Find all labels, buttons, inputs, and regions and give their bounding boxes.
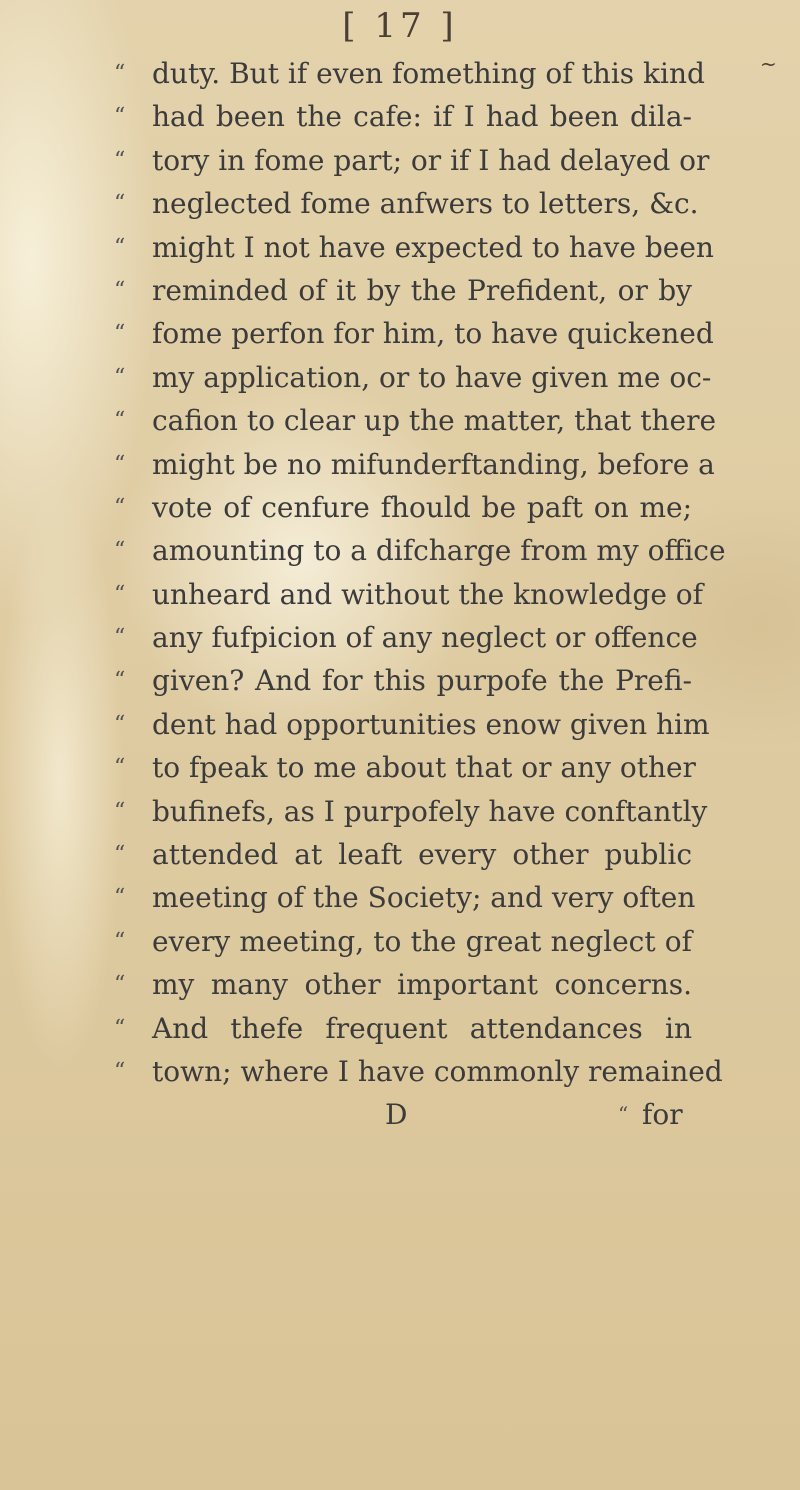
text-line — [0, 790, 800, 833]
line-text: reminded of it by the Prefident, or by — [152, 273, 692, 307]
line-text: my many other important concerns. — [152, 968, 692, 1002]
text-line — [0, 1050, 800, 1093]
quote-mark: “ — [114, 668, 126, 694]
quote-mark: “ — [114, 191, 126, 217]
quote-mark: “ — [114, 581, 126, 607]
text-line — [0, 746, 800, 789]
catchword-quote-mark: “ — [618, 1102, 629, 1127]
text-line — [0, 703, 800, 746]
text-line — [0, 95, 800, 138]
quote-mark: “ — [114, 364, 126, 390]
quote-mark: “ — [114, 625, 126, 651]
quote-mark: “ — [114, 451, 126, 477]
text-line — [0, 616, 800, 659]
line-text: bufinefs, as I purpofely have conftantly — [152, 794, 708, 828]
line-text: dent had opportunities enow given him — [152, 707, 710, 741]
quote-mark: “ — [114, 494, 126, 520]
text-line — [0, 269, 800, 312]
text-line — [0, 443, 800, 486]
text-line — [0, 312, 800, 355]
line-text: amounting to a difcharge from my office — [152, 534, 726, 568]
signature-mark: D — [385, 1098, 408, 1132]
quote-mark: “ — [114, 885, 126, 911]
line-text: given? And for this purpofe the Prefi- — [152, 664, 692, 698]
text-line — [0, 1007, 800, 1050]
catchword: for — [642, 1098, 683, 1132]
footer-line — [0, 1093, 800, 1136]
line-text: meeting of the Society; and very often — [152, 881, 696, 915]
quote-mark: “ — [114, 755, 126, 781]
quote-mark: “ — [114, 104, 126, 130]
text-line — [0, 356, 800, 399]
margin-mark: ~ — [760, 52, 777, 76]
page-number: [ 17 ] — [342, 6, 458, 46]
text-line — [0, 486, 800, 529]
line-text: my application, or to have given me oc- — [152, 360, 712, 394]
line-text: to fpeak to me about that or any other — [152, 751, 696, 785]
line-text: duty. But if even fomething of this kind — [152, 57, 705, 90]
text-line — [0, 182, 800, 225]
line-text: any fufpicion of any neglect or offence — [152, 621, 698, 655]
text-line — [0, 833, 800, 876]
quote-mark: “ — [114, 972, 126, 998]
line-text: attended at leaft every other public — [152, 838, 692, 872]
quote-mark: “ — [114, 234, 126, 260]
text-line — [0, 529, 800, 572]
text-line — [0, 399, 800, 442]
quote-mark: “ — [114, 711, 126, 737]
text-line — [0, 659, 800, 702]
quote-mark: “ — [114, 408, 126, 434]
text-line — [0, 139, 800, 182]
text-line — [0, 920, 800, 963]
body-text — [0, 52, 800, 1137]
text-line — [0, 226, 800, 269]
line-text: might be no mifunderftanding, before a — [152, 447, 715, 481]
line-text: cafion to clear up the matter, that there — [152, 404, 717, 438]
line-text: And thefe frequent attendances in — [152, 1011, 692, 1045]
quote-mark: “ — [114, 538, 126, 564]
quote-mark: “ — [114, 61, 126, 86]
line-text: unheard and without the knowledge of — [152, 577, 704, 611]
quote-mark: “ — [114, 147, 126, 173]
text-line — [0, 876, 800, 919]
line-text: might I not have expected to have been — [152, 230, 714, 264]
quote-mark: “ — [114, 1015, 126, 1041]
quote-mark: “ — [114, 928, 126, 954]
quote-mark: “ — [114, 321, 126, 347]
text-line — [0, 963, 800, 1006]
line-text: fome perfon for him, to have quickened — [152, 317, 714, 351]
quote-mark: “ — [114, 798, 126, 824]
quote-mark: “ — [114, 842, 126, 868]
line-text: town; where I have commonly remained — [152, 1054, 723, 1088]
line-text: had been the cafe: if I had been dila- — [152, 100, 692, 134]
line-text: every meeting, to the great neglect of — [152, 924, 692, 958]
line-text: neglected fome anfwers to letters, &c. — [152, 187, 699, 221]
quote-mark: “ — [114, 1058, 126, 1084]
line-text: tory in fome part; or if I had delayed or — [152, 143, 710, 177]
line-text: vote of cenfure fhould be paft on me; — [152, 490, 692, 524]
text-line — [0, 573, 800, 616]
quote-mark: “ — [114, 277, 126, 303]
text-line — [0, 52, 800, 95]
